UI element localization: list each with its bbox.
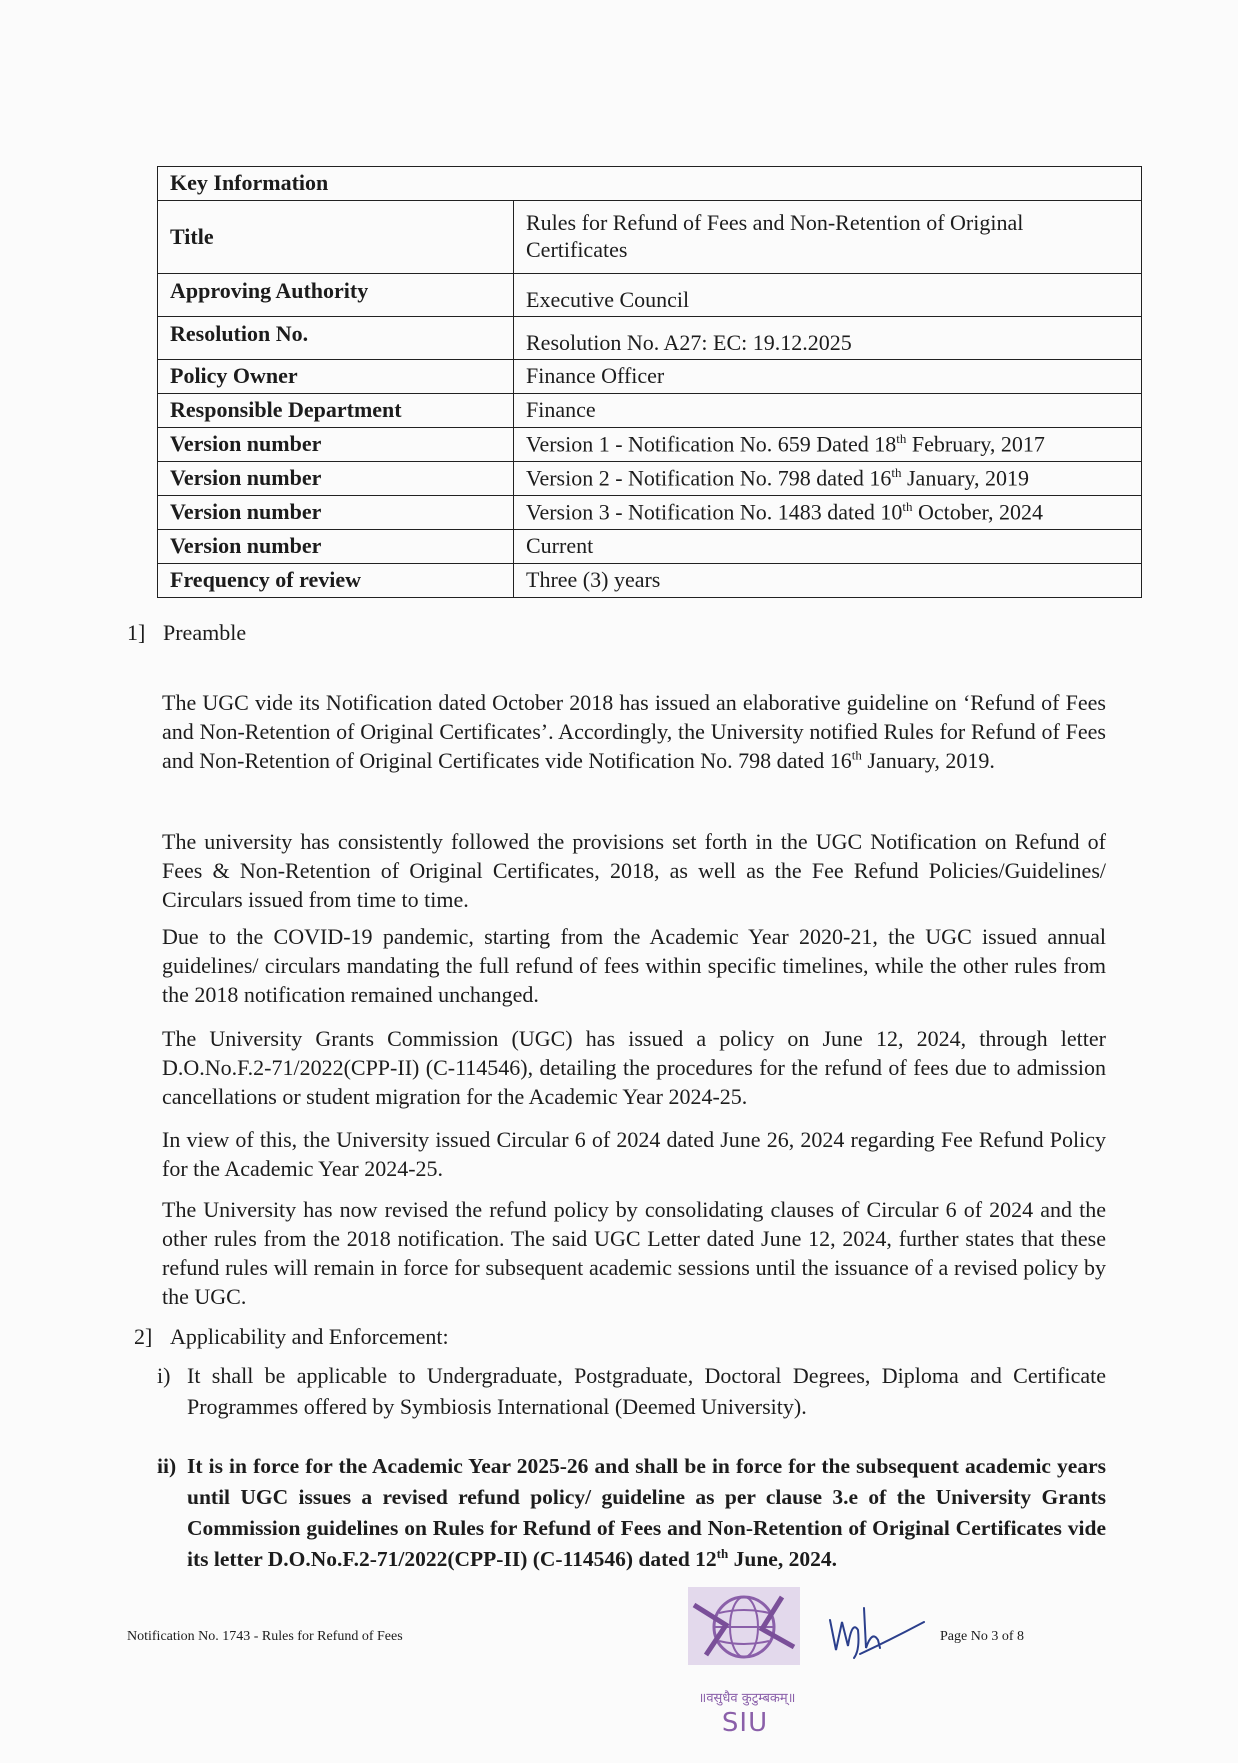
section-number: 1] [127, 620, 146, 645]
list-item-number: ii) [157, 1454, 177, 1478]
list-item-text: It shall be applicable to Undergraduate, Postgraduate, Doctoral Degrees, Diploma and Certificate Programmes offered by Symbiosis International (Deemed University). [187, 1363, 1106, 1419]
paragraph-text: January, 2019. [861, 748, 995, 773]
preamble-paragraph: The University has now revised the refund policy by consolidating clauses of Circular 6 of 2024 and the other rules from the 2018 notification. The said UGC Letter dated June 12, 2024, further states that these refund rules will remain in force for subsequent academic sessions until the issuance of a revised policy by the UGC. [162, 1197, 1106, 1309]
value-text: February, 2017 [906, 431, 1045, 457]
value-text: January, 2019 [901, 465, 1029, 491]
row-key: Title [158, 201, 514, 274]
section-number: 2] [134, 1324, 153, 1349]
table-row [158, 462, 1142, 496]
list-item-number: i) [157, 1363, 171, 1388]
row-value [514, 462, 1142, 496]
preamble-paragraph: In view of this, the University issued Circular 6 of 2024 dated June 26, 2024 regarding Fee Refund Policy for the Academic Year 2024-25. [162, 1127, 1106, 1181]
signature-icon [820, 1600, 930, 1660]
row-value: Executive Council [514, 274, 1142, 317]
table-row [158, 317, 1142, 360]
table-row [158, 530, 1142, 564]
row-value: Resolution No. A27: EC: 19.12.2025 [514, 317, 1142, 360]
preamble-paragraph [162, 688, 1106, 775]
preamble-paragraph: The University Grants Commission (UGC) has issued a policy on June 12, 2024, through letter D.O.No.F.2-71/2022(CPP-II) (C-114546), detailing the procedures for the refund of fees due to admission cancellations or student migration for the Academic Year 2024-25. [162, 1026, 1106, 1109]
section-title: Applicability and Enforcement: [170, 1324, 449, 1349]
row-key: Version number [158, 496, 514, 530]
row-key: Responsible Department [158, 394, 514, 428]
seal-abbreviation: SIU [721, 1708, 769, 1738]
row-value: Three (3) years [514, 564, 1142, 598]
table-row [158, 360, 1142, 394]
key-information-table [157, 166, 1142, 598]
footer-notification: Notification No. 1743 - Rules for Refund of Fees [127, 1629, 403, 1644]
value-text: Version 3 - Notification No. 1483 dated 10 [526, 499, 903, 525]
value-sup: th [896, 430, 907, 446]
value-sup: th [891, 464, 902, 480]
row-value [514, 496, 1142, 530]
row-key: Version number [158, 530, 514, 564]
list-item-sup: th [716, 1545, 729, 1561]
row-value: Rules for Refund of Fees and Non-Retention of Original Certificates [514, 201, 1142, 274]
table-row [158, 274, 1142, 317]
list-item [157, 1360, 1106, 1422]
row-key: Version number [158, 462, 514, 496]
footer-page-number: Page No 3 of 8 [940, 1629, 1024, 1644]
value-text: Version 2 - Notification No. 798 dated 16 [526, 465, 892, 491]
section-heading-applicability [134, 1324, 449, 1350]
table-header: Key Information [158, 167, 1142, 201]
preamble-paragraph: The university has consistently followed the provisions set forth in the UGC Notification on Refund of Fees & Non-Retention of Original Certificates, 2018, as well as the Fee Refund Policies/Guidelines/ Circulars issued from time to time. [162, 829, 1106, 912]
section-heading-preamble [127, 620, 246, 646]
row-key: Policy Owner [158, 360, 514, 394]
value-text: October, 2024 [912, 499, 1043, 525]
list-item-text: June, 2024. [728, 1547, 837, 1571]
value-text: Version 1 - Notification No. 659 Dated 18 [526, 431, 897, 457]
row-value: Finance Officer [514, 360, 1142, 394]
table-row [158, 201, 1142, 274]
list-item [157, 1451, 1106, 1575]
table-row [158, 564, 1142, 598]
preamble-paragraph: Due to the COVID-19 pandemic, starting from the Academic Year 2020-21, the UGC issued annual guidelines/ circulars mandating the full refund of fees within specific timelines, while the other rules from the 2018 notification remained unchanged. [162, 924, 1106, 1007]
row-key: Approving Authority [158, 274, 514, 317]
section-title: Preamble [163, 620, 247, 645]
paragraph-sup: th [851, 747, 862, 763]
table-row [158, 428, 1142, 462]
university-seal-icon [686, 1585, 802, 1667]
seal-motto: ॥वसुधैव कुटुम्बकम्॥ [698, 1691, 796, 1706]
row-key: Frequency of review [158, 564, 514, 598]
table-row [158, 496, 1142, 530]
row-value [514, 428, 1142, 462]
paragraph-text: The UGC vide its Notification dated October 2018 has issued an elaborative guideline on ‘Refund of Fees and Non-Retention of Original Certificates’. Accordingly, the University notified Rules for Refund of Fees and Non-Retention of Original Certificates vide Notification No. 798 dated 16 [162, 690, 1106, 773]
row-key: Version number [158, 428, 514, 462]
row-value: Finance [514, 394, 1142, 428]
row-value: Current [514, 530, 1142, 564]
row-key: Resolution No. [158, 317, 514, 360]
table-row [158, 394, 1142, 428]
list-item-text: It is in force for the Academic Year 2025-26 and shall be in force for the subsequent academic years until UGC issues a revised refund policy/ guideline as per clause 3.e of the University Grants Commission guidelines on Rules for Refund of Fees and Non-Retention of Original Certificates vide its letter D.O.No.F.2-71/2022(CPP-II) (C-114546) dated 12 [187, 1454, 1106, 1571]
value-sup: th [902, 498, 913, 514]
